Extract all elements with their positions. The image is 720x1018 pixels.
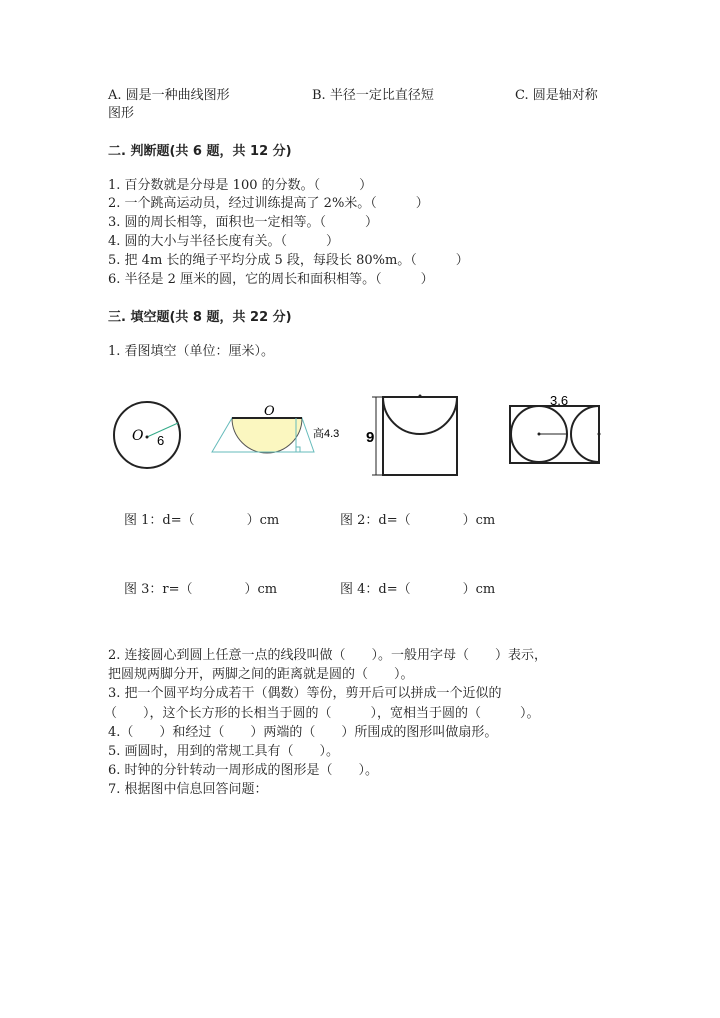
- judge-item: 3. 圆的周长相等，面积也一定相等。（ ）: [108, 215, 379, 230]
- figure-2-trapezoid: [208, 400, 358, 475]
- figure-4-rectangle: [505, 392, 605, 472]
- fig1-center-label: O: [132, 428, 144, 444]
- figure-3-square: [365, 392, 465, 482]
- fig2-height-label: 高4.3: [313, 428, 340, 440]
- choice-c-continued: 图形: [108, 106, 135, 121]
- choice-c: C. 圆是轴对称: [515, 88, 598, 103]
- fill-item: 5. 画圆时，用到的常规工具有（ ）。: [108, 744, 340, 759]
- judge-item: 6. 半径是 2 厘米的圆，它的周长和面积相等。（ ）: [108, 272, 434, 287]
- section-3-title: 三. 填空题(共 8 题，共 22 分): [108, 310, 292, 325]
- fig2-center-label: O: [264, 404, 275, 419]
- fill-item: 4.（ ）和经过（ ）两端的（ ）所围成的图形叫做扇形。: [108, 725, 498, 740]
- blank-fig-2[interactable]: 图 2：d=（ ）cm: [340, 513, 496, 528]
- blank-fig-1[interactable]: 图 1：d=（ ）cm: [124, 513, 280, 528]
- fill-item: 2. 连接圆心到圆上任意一点的线段叫做（ ）。一般用字母（ ）表示，: [108, 648, 548, 663]
- fig4-length-label: 3.6: [550, 393, 569, 408]
- judge-item: 2. 一个跳高运动员，经过训练提高了 2%米。（ ）: [108, 196, 429, 211]
- fill-question-1: 1. 看图填空（单位：厘米）。: [108, 344, 275, 359]
- fill-item: 把圆规两脚分开，两脚之间的距离就是圆的（ ）。: [108, 667, 414, 682]
- figure-1-circle: [110, 395, 185, 475]
- choice-a: A. 圆是一种曲线图形: [108, 88, 230, 103]
- judge-item: 4. 圆的大小与半径长度有关。（ ）: [108, 234, 340, 249]
- fig3-side-label: 9: [366, 429, 375, 446]
- choice-b: B. 半径一定比直径短: [312, 88, 434, 103]
- judge-item: 1. 百分数就是分母是 100 的分数。（ ）: [108, 178, 373, 193]
- fill-item: 6. 时钟的分针转动一周形成的图形是（ ）。: [108, 763, 379, 778]
- section-2-title: 二. 判断题(共 6 题，共 12 分): [108, 144, 292, 159]
- blank-fig-4[interactable]: 图 4：d=（ ）cm: [340, 582, 496, 597]
- fill-item: 3. 把一个圆平均分成若干（偶数）等份，剪开后可以拼成一个近似的: [108, 686, 502, 701]
- fill-item: （ ），这个长方形的长相当于圆的（ ），宽相当于圆的（ ）。: [104, 706, 540, 721]
- judge-item: 5. 把 4m 长的绳子平均分成 5 段，每段长 80%m。（ ）: [108, 253, 469, 268]
- blank-fig-3[interactable]: 图 3：r=（ ）cm: [124, 582, 278, 597]
- fill-item: 7. 根据图中信息回答问题：: [108, 782, 268, 797]
- fig1-radius-label: 6: [157, 433, 165, 448]
